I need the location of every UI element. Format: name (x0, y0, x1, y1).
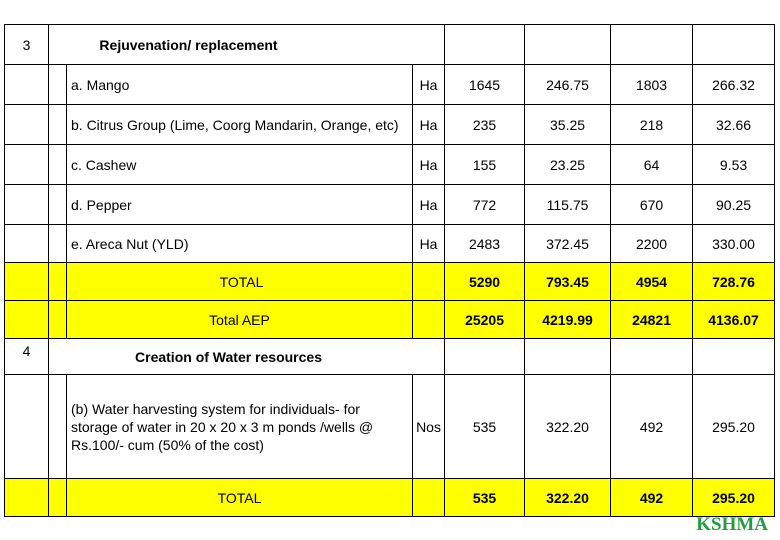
row-unit: Ha (413, 145, 445, 185)
row-value-4: 266.32 (693, 65, 775, 105)
row-value-1: 772 (445, 185, 525, 225)
row-value-1: 235 (445, 105, 525, 145)
row-value-4: 90.25 (693, 185, 775, 225)
total-aep-value-1: 25205 (445, 301, 525, 339)
row-value-2: 322.20 (525, 375, 611, 479)
table-row (5, 65, 775, 105)
row-unit: Ha (413, 185, 445, 225)
data-table (4, 24, 775, 517)
row-value-2: 246.75 (525, 65, 611, 105)
row-unit: Ha (413, 65, 445, 105)
section4-header-row (5, 339, 775, 375)
row-value-2: 372.45 (525, 225, 611, 263)
row-unit: Ha (413, 225, 445, 263)
total-value-2: 793.45 (525, 263, 611, 301)
section4-total-label: TOTAL (67, 479, 413, 517)
row-value-3: 492 (611, 375, 693, 479)
total-row (5, 263, 775, 301)
total-aep-value-4: 4136.07 (693, 301, 775, 339)
section4-title: Creation of Water resources (49, 339, 445, 375)
table-row (5, 225, 775, 263)
row-value-4: 330.00 (693, 225, 775, 263)
table-row (5, 145, 775, 185)
row-item: a. Mango (67, 65, 413, 105)
row-unit: Ha (413, 105, 445, 145)
row-value-4: 32.66 (693, 105, 775, 145)
section4-total-value-2: 322.20 (525, 479, 611, 517)
row-value-3: 218 (611, 105, 693, 145)
row-item: e. Areca Nut (YLD) (67, 225, 413, 263)
total-aep-row (5, 301, 775, 339)
total-value-4: 728.76 (693, 263, 775, 301)
row-value-2: 23.25 (525, 145, 611, 185)
row-value-1: 2483 (445, 225, 525, 263)
total-label: TOTAL (67, 263, 413, 301)
section3-number: 3 (5, 25, 49, 65)
row-value-4: 9.53 (693, 145, 775, 185)
row-unit: Nos (413, 375, 445, 479)
section4-total-row (5, 479, 775, 517)
kshma-watermark: KSHMA (696, 514, 768, 535)
table-row (5, 375, 775, 479)
table-row (5, 105, 775, 145)
row-item: d. Pepper (67, 185, 413, 225)
total-aep-value-3: 24821 (611, 301, 693, 339)
row-value-1: 1645 (445, 65, 525, 105)
row-value-3: 1803 (611, 65, 693, 105)
row-value-3: 64 (611, 145, 693, 185)
row-value-2: 115.75 (525, 185, 611, 225)
row-item: c. Cashew (67, 145, 413, 185)
section4-number: 4 (5, 339, 49, 375)
total-aep-value-2: 4219.99 (525, 301, 611, 339)
section3-title: Rejuvenation/ replacement (49, 25, 445, 65)
row-value-2: 35.25 (525, 105, 611, 145)
total-aep-label: Total AEP (67, 301, 413, 339)
section4-total-value-3: 492 (611, 479, 693, 517)
table-row (5, 185, 775, 225)
section4-total-value-4: 295.20 (693, 479, 775, 517)
row-item: b. Citrus Group (Lime, Coorg Mandarin, Orange, etc) (67, 105, 413, 145)
row-item: (b) Water harvesting system for individuals- for storage of water in 20 x 20 x 3 m ponds /wells @ Rs.100/- cum (50% of the cost) (67, 375, 413, 479)
section4-total-value-1: 535 (445, 479, 525, 517)
total-value-3: 4954 (611, 263, 693, 301)
row-value-4: 295.20 (693, 375, 775, 479)
total-value-1: 5290 (445, 263, 525, 301)
row-value-3: 2200 (611, 225, 693, 263)
section3-header-row (5, 25, 775, 65)
row-value-1: 535 (445, 375, 525, 479)
row-value-3: 670 (611, 185, 693, 225)
row-value-1: 155 (445, 145, 525, 185)
